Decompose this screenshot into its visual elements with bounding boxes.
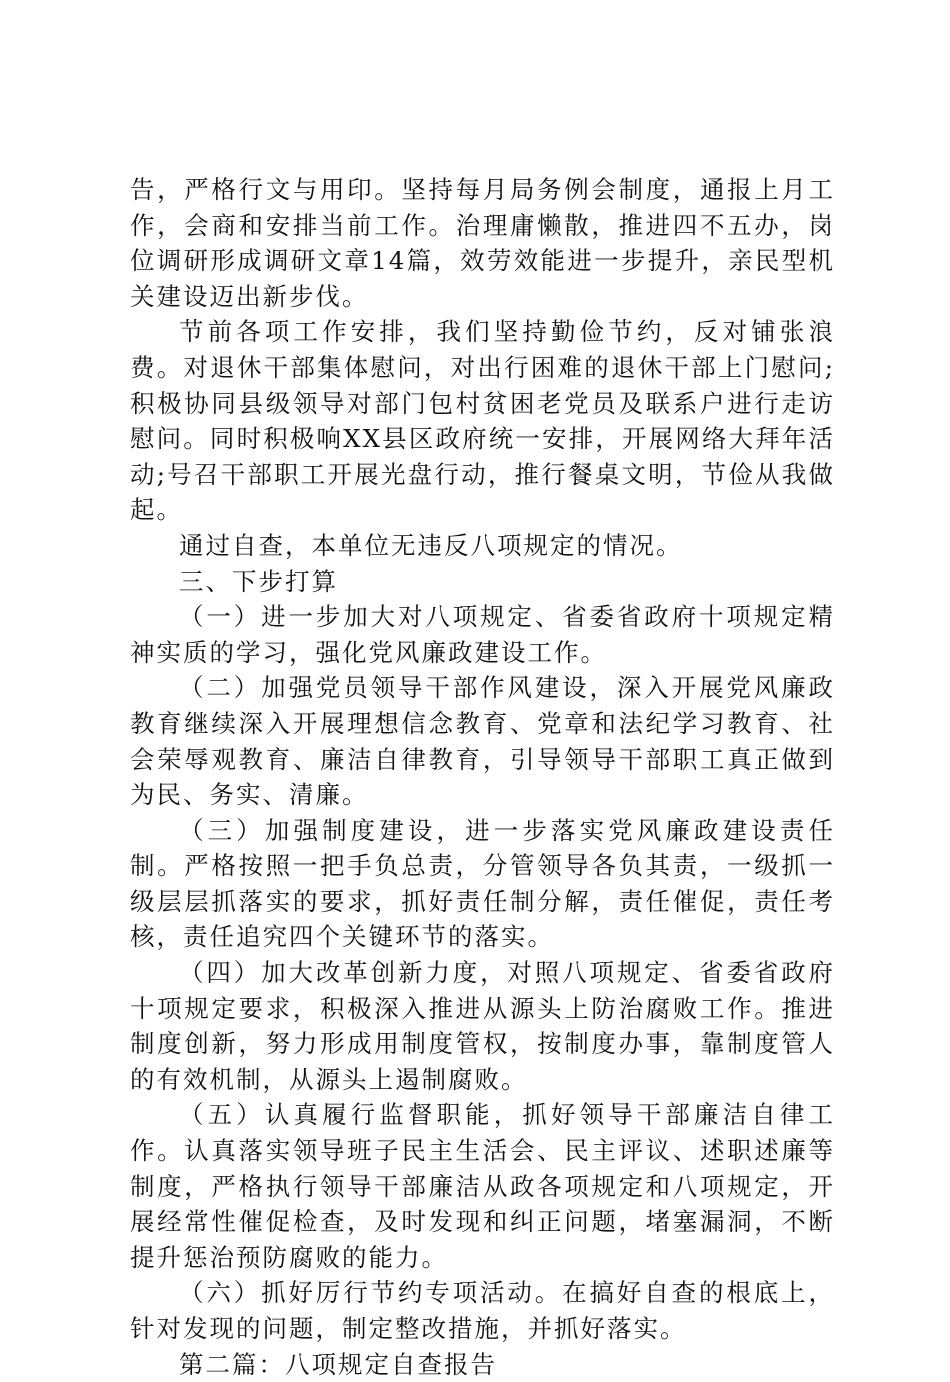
list-item-5: （五）认真履行监督职能，抓好领导干部廉洁自律工作。认真落实领导班子民主生活会、民主评议、述职述廉等制度，严格执行领导干部廉洁从政各项规定和八项规定，开展经常性催促检查，及时发现和纠正问题，堵塞漏洞，不断提升惩治预防腐败的能力。 — [130, 1100, 835, 1272]
paragraph-continuation: 告，严格行文与用印。坚持每月局务例会制度，通报上月工作，会商和安排当前工作。治理庸懒散，推进四不五办，岗位调研形成调研文章14篇，效劳效能进一步提升，亲民型机关建设迈出新步伐。 — [130, 175, 835, 311]
document-page — [130, 172, 835, 1382]
list-item-3: （三）加强制度建设，进一步落实党风廉政建设责任制。严格按照一把手负总责，分管领导各负其责，一级抓一级层层抓落实的要求，抓好责任制分解，责任催促，责任考核，责任追究四个关键环节的落实。 — [130, 815, 835, 952]
chapter-title-part-two: 第二篇：八项规定自查报告 — [179, 1349, 497, 1379]
paragraph-holiday-arrangements: 节前各项工作安排，我们坚持勤俭节约，反对铺张浪费。对退休干部集体慰问，对出行困难的退休干部上门慰问;积极协同县级领导对部门包村贫困老党员及联系户进行走访慰问。同时积极响XX县区政府统一安排，开展网络大拜年活动;号召干部职工开展光盘行动，推行餐桌文明，节俭从我做起。 — [130, 317, 835, 525]
list-item-2: （二）加强党员领导干部作风建设，深入开展党风廉政教育继续深入开展理想信念教育、党章和法纪学习教育、社会荣辱观教育、廉洁自律教育，引导领导干部职工真正做到为民、务实、清廉。 — [130, 673, 835, 810]
paragraph-self-check-result: 通过自查，本单位无违反八项规定的情况。 — [179, 530, 683, 560]
list-item-4: （四）加大改革创新力度，对照八项规定、省委省政府十项规定要求，积极深入推进从源头上防治腐败工作。推进制度创新，努力形成用制度管权，按制度办事，靠制度管人的有效机制，从源头上遏制腐败。 — [130, 958, 835, 1094]
section-heading-next-steps: 三、下步打算 — [179, 566, 338, 596]
list-item-1: （一）进一步加大对八项规定、省委省政府十项规定精神实质的学习，强化党风廉政建设工作。 — [130, 602, 835, 667]
list-item-6: （六）抓好厉行节约专项活动。在搞好自查的根底上，针对发现的问题，制定整改措施，并抓好落实。 — [130, 1278, 835, 1343]
